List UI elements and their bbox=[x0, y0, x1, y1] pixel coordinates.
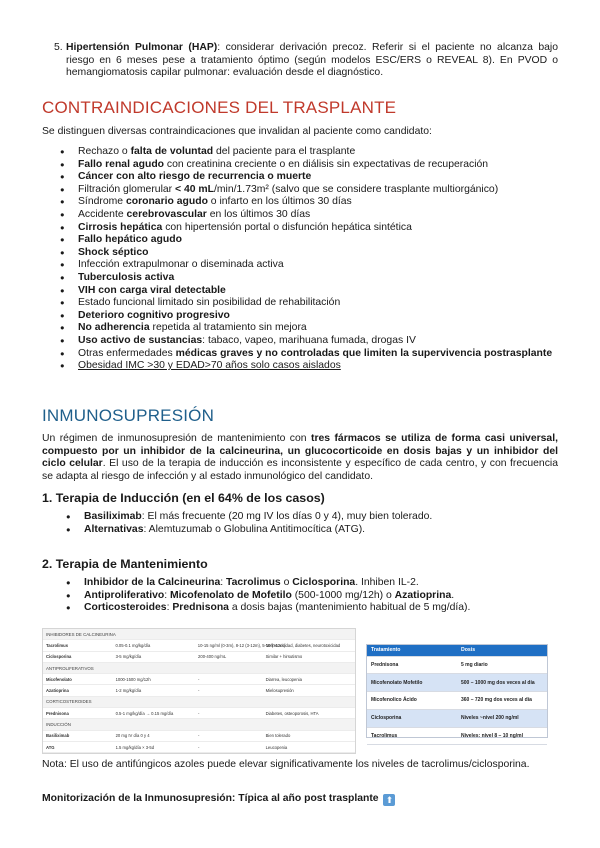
inmuno-paragraph bbox=[42, 433, 558, 483]
item-text: Estado funcional limitado sin posibilidad de rehabilitación bbox=[78, 297, 341, 309]
item-text: repetida al tratamiento sin mejora bbox=[149, 322, 307, 334]
item-text: . bbox=[451, 589, 455, 601]
item-bold: falta de voluntad bbox=[130, 146, 214, 157]
section-title: ANTIPROLIFERATIVOS bbox=[46, 665, 94, 671]
table-cell: Tacrolimus bbox=[371, 733, 398, 740]
item-sep: : bbox=[166, 602, 173, 614]
item-bold: médicas graves y no controladas que limiten la supervivencia postrasplante bbox=[175, 347, 553, 359]
inmuno-p-a: Un régimen de inmunosupresión de mantenimiento con bbox=[42, 433, 311, 444]
item-text: con hipertensión portal o disfunción hepática sintética bbox=[162, 221, 412, 233]
table-cell: Ciclosporina bbox=[46, 654, 72, 660]
table-cell: Micofenolato bbox=[46, 676, 72, 682]
item-bold: Deterioro cognitivo progresivo bbox=[78, 309, 230, 321]
table-row bbox=[43, 685, 355, 696]
list-item bbox=[60, 159, 558, 172]
table-section-header bbox=[43, 697, 355, 708]
table-section-header bbox=[43, 629, 355, 640]
section-title: INHIBIDORES DE CALCINEURINA bbox=[46, 631, 116, 637]
list-item bbox=[60, 272, 558, 285]
table-row bbox=[367, 710, 547, 728]
contra-intro: Se distinguen diversas contraindicaciones que invalidan al paciente como candidato: bbox=[42, 126, 432, 137]
item-bold: Alternativas bbox=[84, 523, 144, 535]
list-item bbox=[60, 310, 558, 323]
inmuno-p-b: tres fármacos se utiliza de forma casi universal, compuesto por un inhibidor de la calcineurina, un glucocorticoide en dosis bajas y un inhibidor del ciclo celular bbox=[42, 433, 558, 470]
table-cell: Azatioprina bbox=[46, 688, 69, 694]
table-cell: 3-5 mg/kg/día bbox=[115, 654, 142, 660]
item-text: Otras enfermedades bbox=[78, 347, 176, 359]
table-cell: 20 mg IV día 0 y 4 bbox=[115, 733, 150, 739]
monitor-text: Monitorización de la Inmunosupresión: Típica al año post trasplante bbox=[42, 793, 379, 804]
table-cell: Nefrotoxicidad, diabetes, neurotoxicidad bbox=[265, 642, 341, 648]
item-sep: : bbox=[220, 577, 227, 588]
drug-table bbox=[42, 628, 356, 754]
table-cell: - bbox=[198, 676, 200, 682]
header-cell: Dosis bbox=[461, 647, 476, 654]
item-bold: Cirrosis hepática bbox=[78, 221, 163, 233]
mantenimiento-list bbox=[66, 577, 558, 615]
table-cell: - bbox=[198, 688, 200, 694]
list-item bbox=[60, 322, 558, 335]
up-arrow-icon: ⬆ bbox=[383, 794, 395, 806]
table-cell: - bbox=[198, 744, 200, 750]
table-cell: 0.05-0.1 mg/kg/día bbox=[115, 642, 151, 648]
item-bold: Prednisona bbox=[172, 602, 229, 614]
item-bold: No adherencia bbox=[78, 322, 150, 334]
table-cell: Micofenolico Ácido bbox=[371, 697, 417, 704]
item-bold: Basiliximab bbox=[84, 511, 142, 522]
list-item bbox=[66, 524, 558, 537]
list-item bbox=[60, 209, 558, 222]
table-row bbox=[43, 652, 355, 663]
table-cell: 1-2 mg/kg/día bbox=[115, 688, 142, 694]
item-bold: Corticosteroides bbox=[84, 602, 167, 614]
item-bold: Tacrolimus bbox=[226, 577, 281, 588]
item-sep: : bbox=[164, 589, 171, 601]
item-text: Accidente bbox=[78, 208, 127, 220]
table-cell: Similar + hirsutismo bbox=[265, 654, 303, 660]
mantenimiento-title: 2. Terapia de Mantenimiento bbox=[42, 557, 208, 571]
item-text: . Inhiben IL-2. bbox=[355, 577, 419, 588]
section-title: CORTICOSTEROIDES bbox=[46, 699, 92, 705]
item-text: Síndrome bbox=[78, 196, 126, 208]
table-cell: Prednisona bbox=[371, 661, 399, 668]
item-text: con creatinina creciente o en diálisis sin expectativas de recuperación bbox=[164, 158, 489, 170]
table-cell: ATG bbox=[46, 744, 55, 750]
hap-item bbox=[54, 42, 559, 80]
item-text: (500-1000 mg/12h) o bbox=[291, 589, 395, 601]
table-cell: 1.5 mg/kg/día × 3-5d bbox=[115, 744, 155, 750]
table-cell: Basiliximab bbox=[46, 733, 70, 739]
table-cell: Prednisona bbox=[46, 710, 69, 716]
header-cell: Tratamiento bbox=[371, 647, 401, 654]
item-bold: VIH con carga viral detectable bbox=[78, 284, 226, 296]
inmunosupresion-heading: INMUNOSUPRESIÓN bbox=[42, 406, 215, 425]
table-cell: 10-15 ng/ml (0-3m), 8-12 (3-12m), 5-10 (>12m) bbox=[197, 642, 286, 648]
item-bold: Shock séptico bbox=[78, 246, 149, 258]
table-cell: Mielosupresión bbox=[265, 688, 294, 694]
list-item bbox=[60, 360, 558, 373]
list-item bbox=[60, 259, 558, 272]
table-header bbox=[367, 645, 547, 657]
list-item bbox=[60, 348, 558, 361]
item-bold: Inhibidor de la Calcineurina bbox=[84, 577, 221, 588]
table-row bbox=[43, 674, 355, 685]
nota-paragraph: Nota: El uso de antifúngicos azoles puede elevar significativamente los niveles de tacrolimus/ciclosporina. bbox=[42, 759, 530, 770]
table-cell: 5 mg diario bbox=[461, 661, 488, 668]
item-bold: Tuberculosis activa bbox=[78, 271, 175, 283]
item-bold: Fallo hepático agudo bbox=[78, 234, 182, 246]
table-row bbox=[43, 640, 355, 651]
induccion-title: 1. Terapia de Inducción (en el 64% de los casos) bbox=[42, 491, 325, 505]
section-title: INDUCCIÓN bbox=[46, 722, 71, 728]
list-item bbox=[66, 511, 558, 524]
list-item bbox=[60, 196, 558, 209]
table-cell: Bien tolerado bbox=[265, 733, 291, 739]
table-section-header bbox=[43, 663, 355, 674]
table-cell: 500 – 1000 mg dos veces al día bbox=[461, 679, 535, 686]
list-item bbox=[60, 285, 558, 298]
table-cell: - bbox=[198, 733, 200, 739]
table-cell: Niveles ~nivel 200 ng/ml bbox=[461, 715, 519, 722]
hap-text: : considerar derivación precoz. Referir si el paciente no alcanza bajo riesgo en 6 meses pese a tratamiento óptimo (según modelos ESC/ERS o REVEAL 8). En PVOD o hemangiomatosis capilar pulmonar: evaluación desde el diagnóstico. bbox=[66, 42, 559, 79]
item-bold: Uso activo de sustancias bbox=[78, 334, 203, 346]
item-text: Infección extrapulmonar o diseminada activa bbox=[78, 259, 284, 271]
list-item bbox=[60, 146, 558, 159]
table-cell: Niveles: nivel 8 – 10 ng/ml bbox=[461, 733, 523, 740]
item-bold: coronario agudo bbox=[125, 196, 208, 208]
table-row bbox=[367, 728, 547, 746]
table-cell: - bbox=[198, 710, 200, 716]
list-item bbox=[60, 234, 558, 247]
item-text: Filtración glomerular bbox=[78, 183, 176, 195]
item-text: a dosis bajas (mantenimiento habitual de 5 mg/día). bbox=[228, 602, 471, 614]
list-item bbox=[60, 297, 558, 310]
hap-title: Hipertensión Pulmonar (HAP) bbox=[66, 42, 218, 53]
contraindicaciones-heading: CONTRAINDICACIONES DEL TRASPLANTE bbox=[42, 98, 397, 117]
table-row bbox=[367, 657, 547, 675]
table-cell: 200-400 ng/mL bbox=[198, 654, 227, 660]
contraindicaciones-list bbox=[60, 146, 558, 373]
item-text: : Alemtuzumab o Globulina Antitimocítica (ATG). bbox=[143, 523, 366, 535]
list-item bbox=[66, 602, 558, 615]
table-row bbox=[43, 731, 355, 742]
table-row bbox=[43, 708, 355, 719]
item-bold: Antiproliferativo bbox=[84, 589, 165, 601]
item-bold: Cáncer con alto riesgo de recurrencia o muerte bbox=[78, 171, 312, 183]
list-item bbox=[60, 171, 558, 184]
item-bold: Ciclosporina bbox=[292, 577, 356, 588]
list-item bbox=[60, 184, 558, 197]
table-cell: 360 – 720 mg dos veces al día bbox=[461, 697, 532, 704]
table-cell: Micofenolato Mofetilo bbox=[371, 679, 423, 686]
inmuno-p-c: . El uso de la terapia de inducción es inconsistente y específico de cada centro, y con frecuencia se adapta al riesgo de infección y al estado inmunológico del candidato. bbox=[42, 458, 558, 482]
table-cell: 1000-1500 mg/12h bbox=[115, 676, 151, 682]
list-item bbox=[66, 577, 558, 590]
table-cell: Tacrolimus bbox=[46, 642, 69, 648]
induccion-list bbox=[66, 511, 558, 536]
item-text: o bbox=[280, 577, 293, 588]
table-section-header bbox=[43, 719, 355, 730]
item-text: Rechazo o bbox=[78, 146, 131, 157]
item-text: en los últimos 30 días bbox=[206, 208, 311, 220]
table-cell: 0.5-1 mg/kg/día → 0.15 mg/día bbox=[115, 710, 174, 716]
item-text: /min/1.73m² (salvo que se considere trasplante multiorgánico) bbox=[214, 183, 499, 195]
list-number: 5. bbox=[54, 42, 63, 53]
table-cell: Ciclosporina bbox=[371, 715, 402, 722]
item-bold: cerebrovascular bbox=[126, 208, 207, 220]
table-cell: Leucopenia bbox=[265, 744, 288, 750]
item-text: : El más frecuente (20 mg IV los días 0 y 4), muy bien tolerado. bbox=[141, 511, 433, 522]
list-item bbox=[60, 335, 558, 348]
table-cell: Diarrea, leucopenia bbox=[265, 676, 302, 682]
table-row bbox=[367, 674, 547, 692]
item-bold: Fallo renal agudo bbox=[78, 158, 165, 170]
item-bold: Micofenolato de Mofetilo bbox=[170, 589, 292, 601]
list-item bbox=[60, 247, 558, 260]
item-bold: Azatioprina bbox=[394, 589, 452, 601]
table-cell: Diabetes, osteoporosis, HTA bbox=[265, 710, 319, 716]
dose-table bbox=[366, 644, 548, 738]
list-item bbox=[60, 222, 558, 235]
item-text: o infarto en los últimos 30 días bbox=[207, 196, 352, 208]
item-bold: < 40 mL bbox=[175, 183, 215, 195]
list-item bbox=[66, 590, 558, 603]
monitor-line bbox=[42, 793, 558, 806]
table-row bbox=[43, 742, 355, 753]
item-text: Obesidad IMC >30 y EDAD>70 años solo casos aislados bbox=[78, 360, 341, 372]
item-text: del paciente para el trasplante bbox=[213, 146, 356, 157]
item-text: : tabaco, vapeo, marihuana fumada, drogas IV bbox=[202, 334, 416, 346]
table-row bbox=[367, 692, 547, 710]
